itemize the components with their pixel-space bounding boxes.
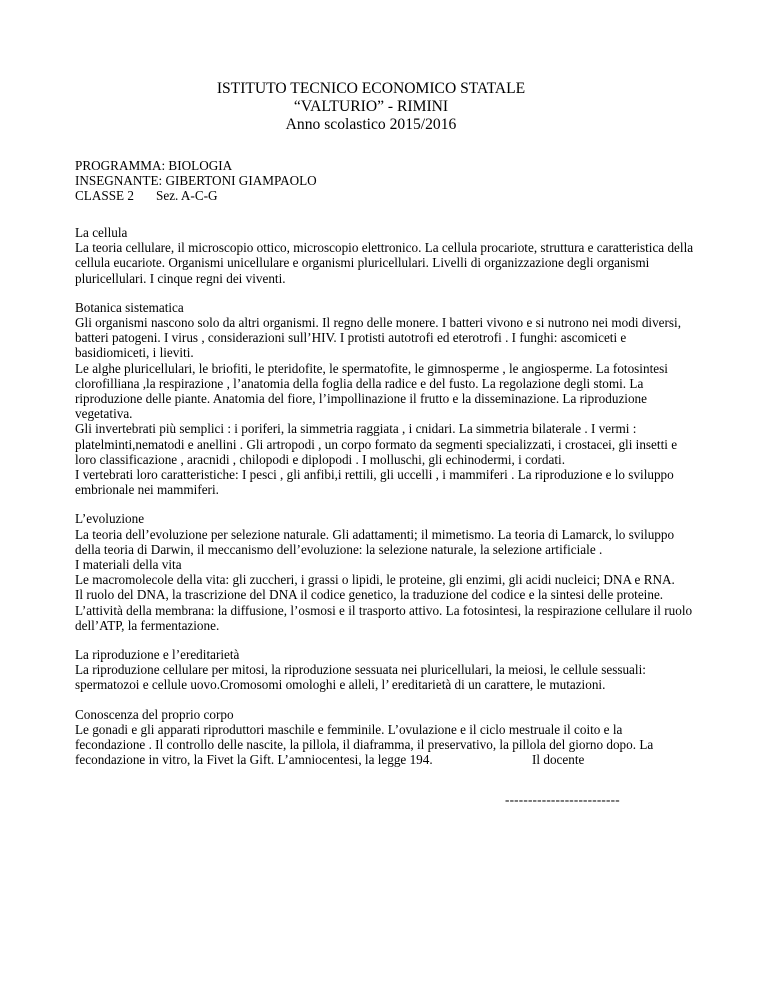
section-paragraph: Le alghe pluricellulari, le briofiti, le pteridofite, le spermatofite, le gimnosperme , le angiosperme. La fotosintesi clorofilliana ,la respirazione , l’anatomia della foglia della radice e del fusto. La regolazione degli stomi. La riproduzione delle piante. Anatomia del fiore, l’impollinazione il frutto e la disseminazione. La riproduzione vegetativa.: [75, 360, 668, 422]
section-title: Conoscenza del proprio corpo: [75, 706, 234, 722]
section-paragraph: I vertebrati loro caratteristiche: I pesci , gli anfibi,i rettili, gli uccelli , i mammiferi . La riproduzione e lo sviluppo embrionale nei mammiferi.: [75, 467, 674, 498]
section-cell: [75, 225, 695, 286]
section-label: Sez. A-C-G: [156, 188, 218, 204]
class-line: [75, 188, 715, 203]
teacher-line: INSEGNANTE: GIBERTONI GIAMPAOLO: [75, 173, 317, 189]
section-paragraph: Gli organismi nascono solo da altri organismi. Il regno delle monere. I batteri vivono e si nutrono nei modi diversi, batteri patogeni. I virus , considerazioni sull’HIV. I protisti autotrofi ed eterotrofi . I funghi: ascomiceti e basidiomiceti, i lieviti.: [75, 315, 682, 361]
section-paragraph: Gli invertebrati più semplici : i poriferi, la simmetria raggiata , i cnidari. La simmetria bilaterale . I vermi : platelminti,nematodi e anellini . Gli artropodi , un corpo formato da segmenti specializzati, i crostacei, gli insetti e loro classificazione , aracnidi , chilopodi e diplopodi . I molluschi, gli echinodermi, i cordati.: [75, 421, 678, 467]
signature-label: Il docente: [532, 752, 585, 767]
section-title: La cellula: [75, 225, 128, 240]
school-location: “VALTURIO” - RIMINI: [293, 98, 449, 115]
program-line: PROGRAMMA: BIOLOGIA: [75, 158, 233, 173]
section-title: La riproduzione e l’ereditarietà: [75, 647, 240, 663]
section-evolution: [75, 511, 695, 633]
school-year: Anno scolastico 2015/2016: [285, 116, 457, 133]
section-subtitle: I materiali della vita: [75, 557, 182, 573]
section-reproduction: [75, 647, 695, 693]
section-paragraph: Il ruolo del DNA, la trascrizione del DNA il codice genetico, la traduzione del codice e la sintesi delle proteine.: [75, 587, 664, 603]
class-label: CLASSE 2: [75, 188, 134, 204]
section-paragraph: La riproduzione cellulare per mitosi, la riproduzione sessuata nei pluricellulari, la meiosi, le cellule sessuali: spermatozoi e cellule uovo.Cromosomi omologhi e alleli, l’ ereditarietà di un carattere, le mutazioni.: [75, 662, 646, 693]
section-paragraph: L’attività della membrana: la diffusione, l’osmosi e il trasporto attivo. La fotosintesi, la respirazione cellulare il ruolo dell’ATP, la fermentazione.: [75, 602, 693, 633]
section-paragraph: La teoria cellulare, il microscopio ottico, microscopio elettronico. La cellula procariote, struttura e caratteristica della cellula eucariote. Organismi unicellulare e organismi pluricellulari. Livelli di organizzazione degli organismi pluricellulari. I cinque regni dei viventi.: [75, 240, 694, 286]
section-title: Botanica sistematica: [75, 299, 184, 315]
section-paragraph: Le macromolecole della vita: gli zuccheri, i grassi o lipidi, le proteine, gli enzimi, gli acidi nucleici; DNA e RNA.: [75, 572, 675, 588]
school-name: ISTITUTO TECNICO ECONOMICO STATALE: [216, 80, 526, 97]
section-paragraph: La teoria dell’evoluzione per selezione naturale. Gli adattamenti; il mimetismo. La teoria di Lamarck, lo sviluppo della teoria di Darwin, il meccanismo dell’evoluzione: la selezione naturale, la selezione artificiale .: [75, 526, 675, 557]
program-sections: [75, 225, 695, 782]
section-botany: [75, 300, 695, 498]
section-title: L’evoluzione: [75, 511, 145, 527]
school-header: [0, 80, 768, 134]
section-paragraph: Le gonadi e gli apparati riproduttori maschile e femminile. L’ovulazione e il ciclo mestruale il coito e la fecondazione . Il controllo delle nascite, la pillola, il diaframma, il preservativo, la pillola del giorno dopo. La fecondazione in vitro, la Fivet la Gift. L’amniocentesi, la legge 194.: [75, 721, 654, 768]
signature-line: -------------------------: [505, 792, 620, 807]
course-info: [75, 158, 715, 204]
